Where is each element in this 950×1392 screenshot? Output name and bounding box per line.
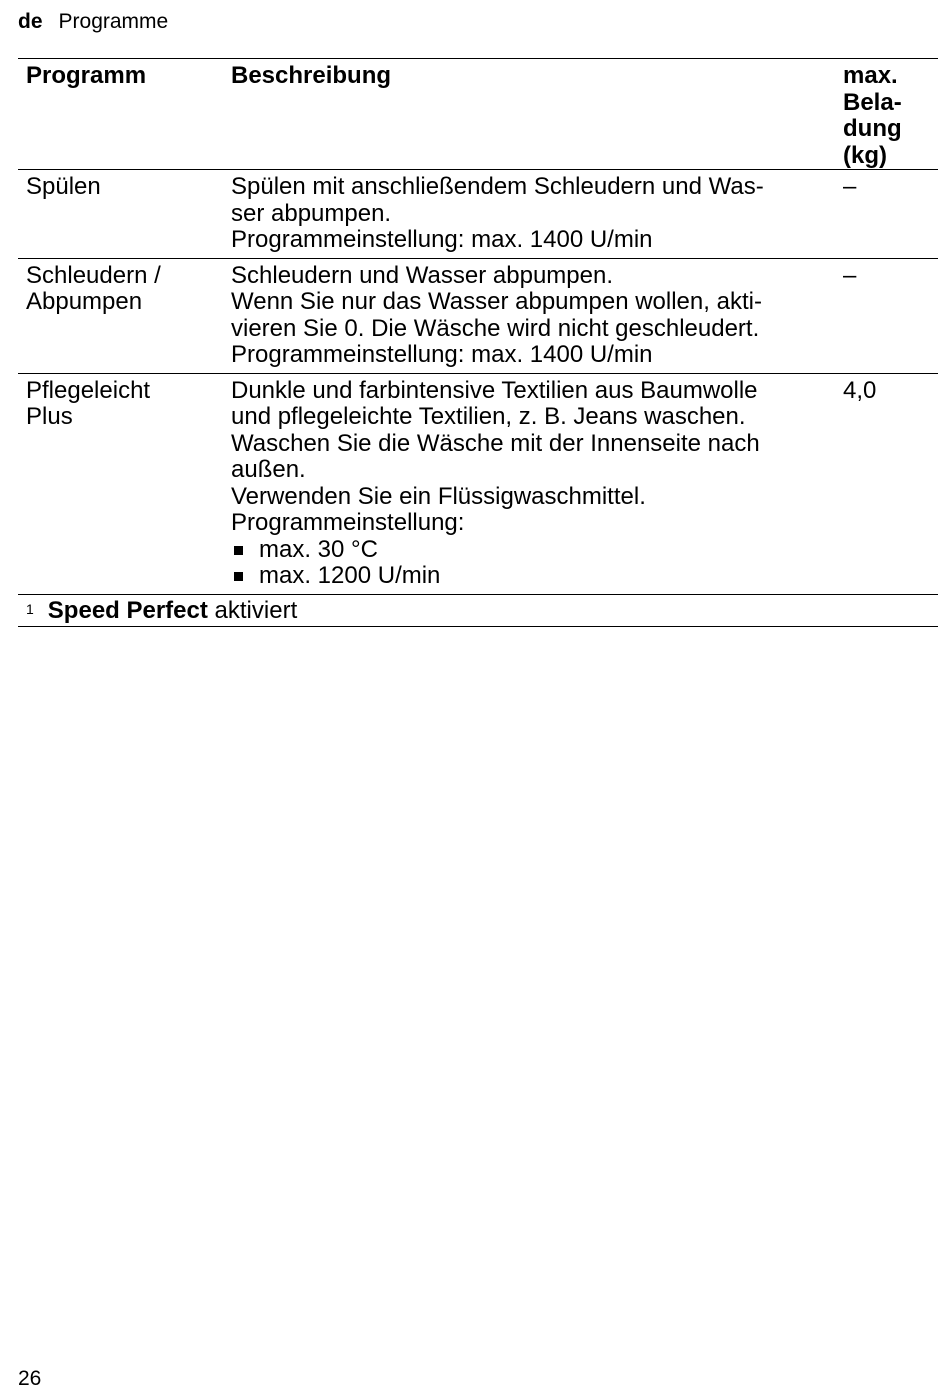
- description-line: Programmeinstellung: max. 1400 U/min: [231, 341, 653, 368]
- table-row-schleudern-abpumpen: [18, 258, 938, 373]
- page-number: 26: [18, 1367, 42, 1390]
- footnote-text: aktiviert: [207, 596, 298, 624]
- table-row-pflegeleicht-plus: [18, 373, 938, 594]
- bullet-text: max. 1200 U/min: [259, 562, 441, 589]
- max-load-header-line: (kg): [843, 141, 887, 169]
- max-load-header-line: Bela-: [843, 88, 902, 116]
- description-line: Wenn Sie nur das Wasser abpumpen wollen, akti-: [231, 288, 762, 315]
- table-header-row: [18, 59, 938, 170]
- bullet-text: max. 30 °C: [259, 535, 378, 563]
- settings-bullet-list: [231, 537, 835, 590]
- column-header-description: Beschreibung: [231, 62, 392, 89]
- max-load-cell: –: [843, 261, 857, 289]
- program-name-line: Abpumpen: [26, 288, 143, 315]
- program-cell: [18, 170, 223, 259]
- square-bullet-icon: [234, 546, 243, 555]
- program-name-line: Pflegeleicht: [26, 376, 151, 404]
- section-title: Programme: [58, 10, 169, 33]
- program-name-line: Plus: [26, 403, 73, 430]
- program-cell: [18, 373, 223, 594]
- footnote-cell: [18, 594, 938, 627]
- description-line: Waschen Sie die Wäsche mit der Innenseite nach: [231, 429, 760, 457]
- program-cell: [18, 258, 223, 373]
- description-line: Programmeinstellung: max. 1400 U/min: [231, 226, 653, 253]
- description-line: Programmeinstellung:: [231, 509, 465, 536]
- language-code: de: [18, 10, 43, 33]
- program-name-line: Spülen: [26, 173, 101, 200]
- description-line: außen.: [231, 456, 306, 483]
- footnote-feature-name: Speed Perfect: [47, 596, 208, 624]
- bullet-item: [231, 563, 835, 590]
- program-table: [18, 58, 938, 627]
- description-line: Schleudern und Wasser abpumpen.: [231, 261, 614, 289]
- program-name-line: Schleudern /: [26, 261, 161, 289]
- description-line: Verwenden Sie ein Flüssigwaschmittel.: [231, 482, 646, 510]
- description-line: ser abpumpen.: [231, 199, 392, 227]
- description-line: vieren Sie 0. Die Wäsche wird nicht geschleudert.: [231, 314, 760, 342]
- description-cell: [223, 258, 835, 373]
- max-load-header-line: dung: [843, 115, 902, 142]
- description-line: Spülen mit anschließendem Schleudern und Was-: [231, 173, 764, 200]
- max-load-header-line: max.: [843, 62, 898, 89]
- max-load-cell: –: [843, 173, 857, 200]
- square-bullet-icon: [234, 572, 243, 581]
- description-cell: [223, 373, 835, 594]
- column-header-max-load: [835, 59, 938, 170]
- description-cell: [223, 170, 835, 259]
- column-header-program: Programm: [26, 62, 147, 89]
- description-line: Dunkle und farbintensive Textilien aus Baumwolle: [231, 376, 758, 404]
- footnote-number: 1: [26, 600, 34, 617]
- max-load-cell: 4,0: [843, 376, 877, 404]
- bullet-item: [231, 537, 835, 564]
- page-header: [18, 8, 168, 36]
- table-row-spuelen: [18, 170, 938, 259]
- footnote-row: [18, 594, 938, 627]
- description-line: und pflegeleichte Textilien, z. B. Jeans waschen.: [231, 403, 746, 430]
